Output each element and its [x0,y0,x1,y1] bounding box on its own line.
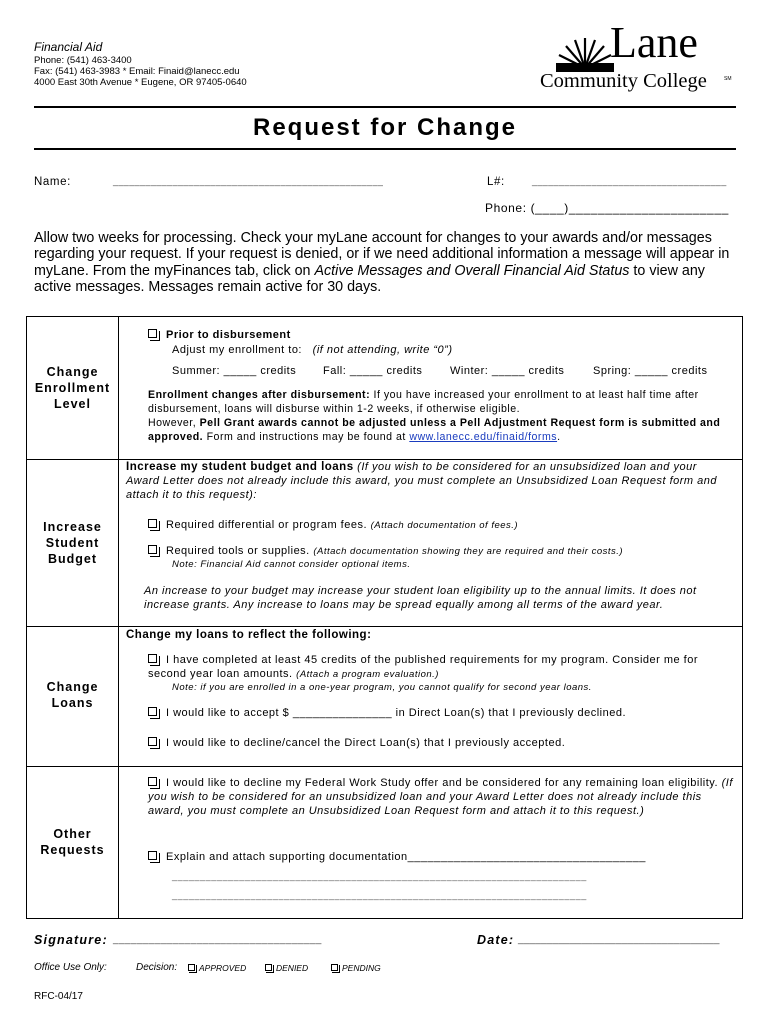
date-field[interactable]: ___________________________________ [518,934,720,945]
contact-fax-email: Fax: (541) 463-3983 * Email: Finaid@lanecc.edu [34,66,240,77]
name-label: Name: [34,176,71,188]
contact-phone: Phone: (541) 463-3400 [34,55,132,66]
budget-footer-note: An increase to your budget may increase your student loan eligibility up to the annual limits. It does not increase grants. Any increase to loans may be spread equally among all terms of the award year. [144,585,697,611]
forms-link[interactable]: www.lanecc.edu/finaid/forms [409,431,558,443]
office-use-label: Office Use Only: [34,962,107,973]
explain-line-2[interactable]: __________________________________________________________________________ [172,871,587,881]
checkbox-icon[interactable] [188,964,195,971]
accept-loan-option[interactable]: I would like to accept $ _______________ in Direct Loan(s) that I previously declined. [148,706,626,720]
logo-subtitle: Community College [540,70,707,92]
contact-address: 4000 East 30th Avenue * Eugene, OR 97405-0640 [34,77,247,88]
phone-field[interactable]: Phone: (____)______________________ [485,201,729,215]
pending-option[interactable]: PENDING [331,963,381,973]
name-field[interactable]: __________________________________________________ [113,176,384,186]
explain-option[interactable]: Explain and attach supporting documentation____________________________________ [148,850,646,864]
decision-label: Decision: [136,962,178,973]
checkbox-icon[interactable] [148,654,157,663]
college-logo [540,18,740,96]
request-table [26,316,743,919]
checkbox-icon[interactable] [148,777,157,786]
other-section-label: Other Requests [40,827,105,857]
lnumber-field[interactable]: ____________________________________ [532,176,727,186]
checkbox-icon[interactable] [148,737,157,746]
lnumber-label: L#: [487,176,505,188]
checkbox-icon[interactable] [148,519,157,528]
after-disbursement-note: Enrollment changes after disbursement: If you have increased your enrollment to at least half time after disbursement, loans will disburse within 1-2 weeks, if otherwise eligible. However, Pell Grant awards cannot be adjusted unless a Pell Adjustment Request form is submitted and approved. Form and instructions may be found at www.lanecc.edu/finaid/forms. [148,389,721,443]
sunrise-icon [556,32,614,72]
decline-loan-option[interactable]: I would like to decline/cancel the Direct Loan(s) that I previously accepted. [148,736,565,750]
checkbox-icon[interactable] [331,964,338,971]
checkbox-icon[interactable] [148,329,157,338]
spring-credits[interactable]: Spring: _____ credits [593,365,708,377]
checkbox-icon[interactable] [265,964,272,971]
approved-option[interactable]: APPROVED [188,963,246,973]
winter-credits[interactable]: Winter: _____ credits [450,365,565,377]
page-title: Request for Change [252,114,518,141]
budget-heading: Increase my student budget and loans (If you wish to be considered for an unsubsidized loan and your Award Letter does not already include this award, you must complete an Unsubsidized Loan Request form and attach it to this request): [126,461,717,501]
header-rule [34,106,736,108]
signature-field[interactable]: ___________________________________ [113,934,322,945]
logo-name: Lane [610,18,698,67]
enrollment-section-label: Change Enrollment Level [34,365,111,411]
checkbox-icon[interactable] [148,707,157,716]
checkbox-icon[interactable] [148,545,157,554]
optional-items-note: Note: Financial Aid cannot consider optional items. [172,559,411,570]
second-year-loan-option[interactable]: I have completed at least 45 credits of the published requirements for my program. Consider me for second year loan amounts. (Attach a program evaluation.) [148,654,699,680]
adjust-enrollment: Adjust my enrollment to: (if not attending, write “0”) [172,344,453,356]
intro-paragraph: Allow two weeks for processing. Check your myLane account for changes to your awards and/or messages regarding your request. If your request is denied, or if we need additional information a message will appear in myLane. From the myFinances tab, click on Active Messages and Overall Financial Aid Status to view any active messages. Messages remain active for 30 days. [34,230,730,296]
decline-work-study-option[interactable]: I would like to decline my Federal Work Study offer and be considered for any remaining loan eligibility. (If you wish to be considered for an unsubsidized loan and your Award Letter does not already include this award, you must complete an Unsubsidized Loan Request form and attach it to this request.) [148,777,733,817]
tools-supplies-option[interactable]: Required tools or supplies. (Attach documentation showing they are required and their costs.) [148,544,623,559]
loans-heading: Change my loans to reflect the following: [126,629,372,641]
checkbox-icon[interactable] [148,851,157,860]
date-label: Date: [477,933,515,947]
denied-option[interactable]: DENIED [265,963,308,973]
budget-section-label: Increase Student Budget [43,520,102,566]
summer-credits[interactable]: Summer: _____ credits [172,365,297,377]
explain-line-3[interactable]: __________________________________________________________________________ [172,890,587,900]
prior-disbursement[interactable]: Prior to disbursement [148,328,291,342]
one-year-program-note: Note: if you are enrolled in a one-year program, you cannot qualify for second year loans. [172,682,592,693]
form-code: RFC-04/17 [34,991,83,1002]
title-rule [34,148,736,150]
department-name: Financial Aid [34,40,103,54]
fall-credits[interactable]: Fall: _____ credits [323,365,423,377]
differential-fees-option[interactable]: Required differential or program fees. (Attach documentation of fees.) [148,518,518,533]
logo-mark: SM [724,76,732,82]
signature-label: Signature: [34,933,108,947]
loans-section-label: Change Loans [46,680,99,710]
